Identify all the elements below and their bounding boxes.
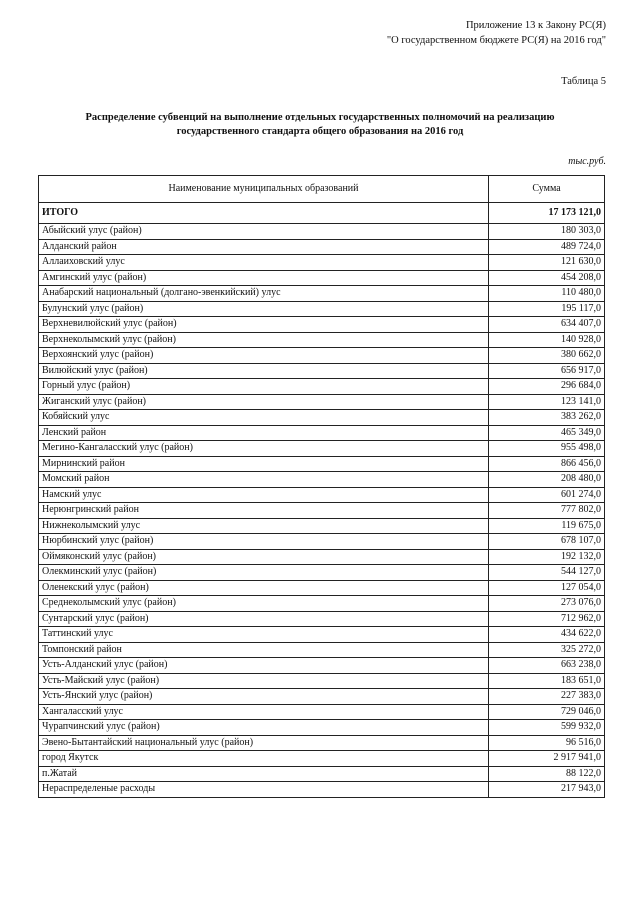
municipality-sum: 227 383,0 xyxy=(489,689,605,705)
units-label: тыс.руб. xyxy=(568,156,606,167)
municipality-sum: 544 127,0 xyxy=(489,565,605,581)
table-header-row xyxy=(39,176,605,203)
table-row xyxy=(39,782,605,798)
title-line-2: государственного стандарта общего образования на 2016 год xyxy=(176,126,464,137)
municipality-name: Хангаласский улус xyxy=(39,704,489,720)
municipality-name: Нераспределеные расходы xyxy=(39,782,489,798)
municipality-name: Среднеколымский улус (район) xyxy=(39,596,489,612)
municipality-name: Кобяйский улус xyxy=(39,410,489,426)
table-body xyxy=(39,203,605,798)
municipality-name: Верхневилюйский улус (район) xyxy=(39,317,489,333)
municipality-sum: 183 651,0 xyxy=(489,673,605,689)
municipality-sum: 465 349,0 xyxy=(489,425,605,441)
municipality-name: город Якутск xyxy=(39,751,489,767)
municipality-name: Амгинский улус (район) xyxy=(39,270,489,286)
municipality-name: п.Жатай xyxy=(39,766,489,782)
municipality-sum: 712 962,0 xyxy=(489,611,605,627)
municipality-sum: 121 630,0 xyxy=(489,255,605,271)
municipality-sum: 663 238,0 xyxy=(489,658,605,674)
municipality-name: Алданский район xyxy=(39,239,489,255)
municipality-name: Верхнеколымский улус (район) xyxy=(39,332,489,348)
table-row xyxy=(39,301,605,317)
table-row xyxy=(39,332,605,348)
municipality-name: Жиганский улус (район) xyxy=(39,394,489,410)
table-row xyxy=(39,394,605,410)
municipality-name: Чурапчинский улус (район) xyxy=(39,720,489,736)
allocation-table xyxy=(38,175,605,798)
municipality-sum: 325 272,0 xyxy=(489,642,605,658)
municipality-name: Усть-Янский улус (район) xyxy=(39,689,489,705)
municipality-name: Нерюнгринский район xyxy=(39,503,489,519)
appendix-line-1: Приложение 13 к Закону РС(Я) xyxy=(465,20,606,31)
title-line-1: Распределение субвенций на выполнение отдельных государственных полномочий на реализацию xyxy=(85,112,555,123)
municipality-sum: 273 076,0 xyxy=(489,596,605,612)
total-label: ИТОГО xyxy=(39,203,489,224)
municipality-name: Вилюйский улус (район) xyxy=(39,363,489,379)
total-row xyxy=(39,203,605,224)
table-row xyxy=(39,735,605,751)
municipality-name: Аллаиховский улус xyxy=(39,255,489,271)
municipality-sum: 601 274,0 xyxy=(489,487,605,503)
municipality-sum: 140 928,0 xyxy=(489,332,605,348)
municipality-sum: 217 943,0 xyxy=(489,782,605,798)
municipality-name: Момский район xyxy=(39,472,489,488)
municipality-name: Верхоянский улус (район) xyxy=(39,348,489,364)
table-row xyxy=(39,673,605,689)
municipality-sum: 489 724,0 xyxy=(489,239,605,255)
table-row xyxy=(39,410,605,426)
appendix-line-2: "О государственном бюджете РС(Я) на 2016 год" xyxy=(386,35,606,46)
municipality-sum: 2 917 941,0 xyxy=(489,751,605,767)
municipality-sum: 127 054,0 xyxy=(489,580,605,596)
table-number-label: Таблица 5 xyxy=(561,76,606,87)
municipality-sum: 88 122,0 xyxy=(489,766,605,782)
municipality-sum: 678 107,0 xyxy=(489,534,605,550)
table-row xyxy=(39,751,605,767)
municipality-name: Анабарский национальный (долгано-эвенкийский) улус xyxy=(39,286,489,302)
municipality-sum: 195 117,0 xyxy=(489,301,605,317)
municipality-sum: 656 917,0 xyxy=(489,363,605,379)
municipality-name: Усть-Алданский улус (район) xyxy=(39,658,489,674)
municipality-sum: 208 480,0 xyxy=(489,472,605,488)
table-row xyxy=(39,425,605,441)
table-row xyxy=(39,596,605,612)
municipality-sum: 110 480,0 xyxy=(489,286,605,302)
municipality-name: Усть-Майский улус (район) xyxy=(39,673,489,689)
table-row xyxy=(39,766,605,782)
municipality-name: Эвено-Бытантайский национальный улус (район) xyxy=(39,735,489,751)
municipality-name: Булунский улус (район) xyxy=(39,301,489,317)
municipality-name: Оймяконский улус (район) xyxy=(39,549,489,565)
municipality-sum: 192 132,0 xyxy=(489,549,605,565)
municipality-name: Олекминский улус (район) xyxy=(39,565,489,581)
municipality-name: Нюрбинский улус (район) xyxy=(39,534,489,550)
table-row xyxy=(39,503,605,519)
municipality-sum: 180 303,0 xyxy=(489,224,605,240)
municipality-name: Оленекский улус (район) xyxy=(39,580,489,596)
municipality-sum: 599 932,0 xyxy=(489,720,605,736)
table-row xyxy=(39,224,605,240)
table-row xyxy=(39,379,605,395)
municipality-name: Горный улус (район) xyxy=(39,379,489,395)
table-row xyxy=(39,317,605,333)
municipality-sum: 955 498,0 xyxy=(489,441,605,457)
table-row xyxy=(39,549,605,565)
table-row xyxy=(39,441,605,457)
table-row xyxy=(39,472,605,488)
table-row xyxy=(39,580,605,596)
municipality-name: Мирнинский район xyxy=(39,456,489,472)
table-row xyxy=(39,487,605,503)
municipality-sum: 380 662,0 xyxy=(489,348,605,364)
municipality-sum: 634 407,0 xyxy=(489,317,605,333)
table-row xyxy=(39,611,605,627)
table-row xyxy=(39,565,605,581)
table-row xyxy=(39,627,605,643)
column-header-sum: Сумма xyxy=(489,176,605,203)
municipality-sum: 383 262,0 xyxy=(489,410,605,426)
table-row xyxy=(39,348,605,364)
municipality-sum: 296 684,0 xyxy=(489,379,605,395)
table-row xyxy=(39,363,605,379)
municipality-name: Абыйский улус (район) xyxy=(39,224,489,240)
municipality-name: Мегино-Кангаласский улус (район) xyxy=(39,441,489,457)
municipality-sum: 454 208,0 xyxy=(489,270,605,286)
municipality-name: Томпонский район xyxy=(39,642,489,658)
municipality-name: Сунтарский улус (район) xyxy=(39,611,489,627)
municipality-sum: 866 456,0 xyxy=(489,456,605,472)
table-row xyxy=(39,534,605,550)
table-row xyxy=(39,270,605,286)
table-row xyxy=(39,518,605,534)
table-row xyxy=(39,286,605,302)
municipality-name: Намский улус xyxy=(39,487,489,503)
appendix-note xyxy=(387,18,606,48)
document-title xyxy=(60,111,580,139)
municipality-sum: 729 046,0 xyxy=(489,704,605,720)
table-row xyxy=(39,689,605,705)
municipality-sum: 123 141,0 xyxy=(489,394,605,410)
table-row xyxy=(39,642,605,658)
table-row xyxy=(39,255,605,271)
municipality-name: Таттинский улус xyxy=(39,627,489,643)
table-row xyxy=(39,704,605,720)
table-row xyxy=(39,456,605,472)
municipality-sum: 96 516,0 xyxy=(489,735,605,751)
table-row xyxy=(39,720,605,736)
municipality-sum: 777 802,0 xyxy=(489,503,605,519)
total-sum: 17 173 121,0 xyxy=(489,203,605,224)
municipality-sum: 119 675,0 xyxy=(489,518,605,534)
municipality-name: Нижнеколымский улус xyxy=(39,518,489,534)
municipality-name: Ленский район xyxy=(39,425,489,441)
municipality-sum: 434 622,0 xyxy=(489,627,605,643)
column-header-name: Наименование муниципальных образований xyxy=(39,176,489,203)
table-row xyxy=(39,658,605,674)
table-row xyxy=(39,239,605,255)
